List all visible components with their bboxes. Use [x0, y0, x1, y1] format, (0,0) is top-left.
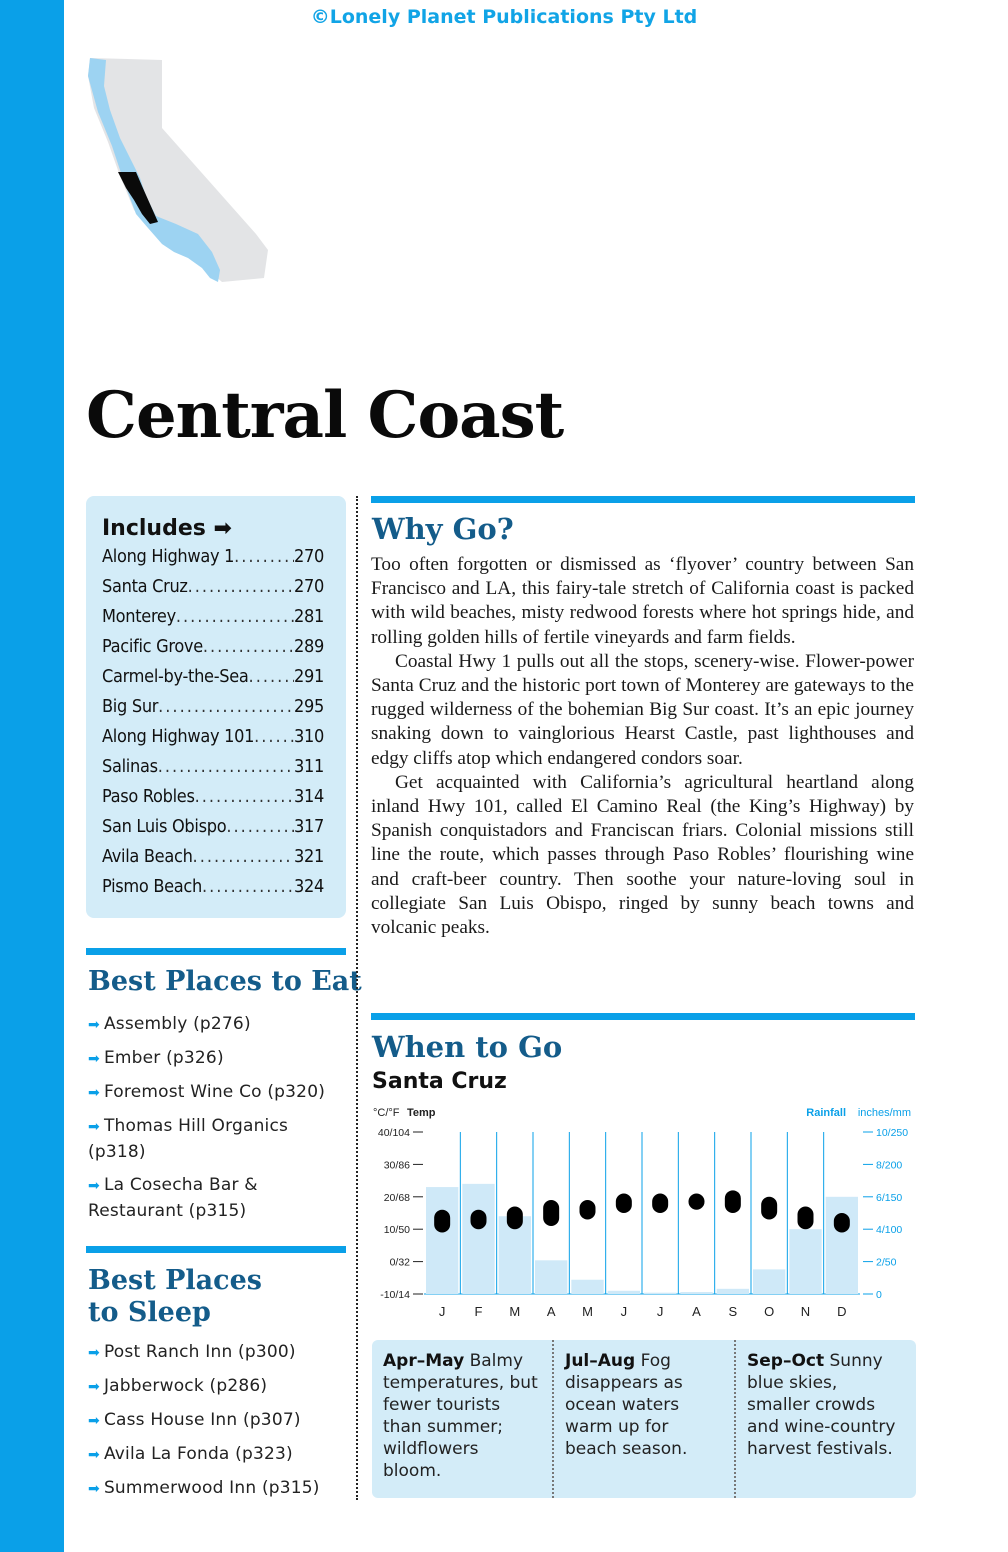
includes-item [102, 636, 324, 666]
rainfall-bar [717, 1289, 749, 1294]
list-item-text: Thomas Hill Organics (p318) [88, 1116, 289, 1162]
right-tick-label: 8/200 [876, 1159, 903, 1172]
dot-leader [203, 636, 294, 657]
copyright-line: ©Lonely Planet Publications Pty Ltd [310, 6, 698, 28]
temperature-range-bar [689, 1194, 705, 1210]
left-axis-unit: °C/°F [373, 1107, 400, 1119]
season-text: Balmy temperatures, but fewer tourists than summer; wildflowers bloom. [383, 1351, 538, 1481]
dot-leader [234, 546, 294, 567]
left-axis-word: Temp [407, 1107, 436, 1119]
arrow-right-icon: ➡ [88, 1119, 100, 1135]
rainfall-bar [826, 1197, 858, 1294]
month-tick-label: D [837, 1304, 847, 1319]
includes-item-page: 281 [293, 606, 324, 627]
includes-item-name: Santa Cruz [102, 576, 188, 597]
left-tick-label: 40/104 [377, 1127, 410, 1139]
rainfall-bar [680, 1292, 712, 1294]
includes-item-page: 289 [293, 636, 324, 657]
column-divider [356, 496, 358, 1500]
dot-leader [254, 726, 294, 747]
why-go-paragraph: Too often forgotten or dismissed as ‘flyover’ country between San Francisco and LA, this fairy-tale stretch of California coast is packed with wild beaches, misty redwood forests where hot springs hide, and rolling golden hills of fertile vineyards and farm fields. [371, 554, 914, 648]
list-item [88, 1012, 348, 1038]
season-text: Fog disappears as ocean waters warm up for beach season. [565, 1351, 688, 1459]
includes-panel [86, 496, 346, 918]
includes-item-name: Along Highway 1 [102, 546, 235, 567]
includes-item-name: Monterey [102, 606, 176, 627]
rainfall-bar [644, 1293, 676, 1294]
temperature-range-bar [761, 1197, 777, 1220]
temperature-range-bar [798, 1207, 814, 1230]
best-eat-list [88, 1012, 348, 1232]
includes-item-name: Pacific Grove [102, 636, 203, 657]
list-item-text: Foremost Wine Co (p320) [103, 1082, 326, 1102]
month-tick-label: S [728, 1304, 738, 1319]
arrow-right-icon: ➡ [88, 1345, 100, 1361]
rainfall-bar [608, 1291, 640, 1294]
season-label: Jul–Aug [565, 1351, 636, 1371]
month-tick-label: N [800, 1304, 811, 1319]
month-tick-label: F [474, 1304, 483, 1319]
dot-leader [226, 816, 294, 837]
season-text: Sunny blue skies, smaller crowds and wine-country harvest festivals. [747, 1351, 896, 1459]
list-item [88, 1476, 348, 1502]
list-item-text: Summerwood Inn (p315) [103, 1478, 320, 1498]
right-tick-label: 10/250 [876, 1127, 909, 1139]
includes-item-page: 324 [293, 876, 324, 897]
dot-leader [158, 756, 294, 777]
temperature-range-bar [616, 1194, 632, 1213]
temperature-range-bar [834, 1213, 850, 1232]
dot-leader [188, 576, 294, 597]
list-item-text: La Cosecha Bar & Restaurant (p315) [88, 1175, 258, 1221]
chapter-title: Central Coast [86, 378, 564, 453]
temperature-range-bar [434, 1210, 450, 1233]
season-box [552, 1340, 734, 1498]
includes-item [102, 606, 324, 636]
temperature-range-bar [725, 1190, 741, 1213]
month-tick-label: J [620, 1304, 628, 1319]
includes-item [102, 786, 324, 816]
includes-item-name: San Luis Obispo [102, 816, 227, 837]
dot-leader [249, 666, 294, 687]
list-item-text: Assembly (p276) [103, 1014, 251, 1034]
best-sleep-list [88, 1340, 348, 1510]
includes-item-name: Avila Beach [102, 846, 193, 867]
left-tick-label: 20/68 [383, 1191, 410, 1204]
arrow-right-icon: ➡ [88, 1017, 100, 1033]
season-boxes [372, 1340, 916, 1498]
includes-item-page: 310 [293, 726, 324, 747]
left-tick-label: -10/14 [380, 1289, 410, 1301]
right-tick-label: 4/100 [876, 1224, 903, 1237]
month-tick-label: A [546, 1304, 556, 1319]
sleep-rule [86, 1246, 346, 1253]
month-tick-label: J [438, 1304, 446, 1319]
includes-item-name: Pismo Beach [102, 876, 202, 897]
left-tick-label: 30/86 [383, 1159, 410, 1172]
when-to-go-heading: When to Go [372, 1030, 563, 1064]
rainfall-bar [789, 1229, 821, 1294]
why-go-paragraph: Get acquainted with California’s agricultural heartland along inland Hwy 101, called El Camino Real (the King’s Highway) by Spanish conquistadors and Franciscan friars. Colonial missions still line the route, which passes through Paso Robles’ flourishing wine and craft-beer country. Then soothe your nature-loving soul in collegiate San Luis Obispo, ringed by sunny beach towns and volcanic peaks. [371, 771, 914, 939]
includes-item [102, 846, 324, 876]
includes-item-name: Big Sur [102, 696, 159, 717]
list-item-text: Cass House Inn (p307) [103, 1410, 301, 1430]
arrow-right-icon: ➡ [213, 516, 232, 541]
list-item [88, 1114, 348, 1165]
best-eat-heading: Best Places to Eat [88, 966, 362, 997]
right-axis-unit: inches/mm [857, 1107, 911, 1119]
dot-leader [202, 876, 294, 897]
includes-item-page: 295 [293, 696, 324, 717]
month-tick-label: J [656, 1304, 664, 1319]
list-item-text: Post Ranch Inn (p300) [103, 1342, 296, 1362]
month-tick-label: M [509, 1304, 521, 1319]
includes-item [102, 576, 324, 606]
list-item [88, 1340, 348, 1366]
right-tick-label: 6/150 [876, 1191, 903, 1204]
includes-item-name: Paso Robles [102, 786, 195, 807]
list-item [88, 1173, 348, 1224]
includes-item [102, 726, 324, 756]
arrow-right-icon: ➡ [88, 1481, 100, 1497]
includes-item [102, 756, 324, 786]
list-item [88, 1374, 348, 1400]
includes-item-name: Salinas [102, 756, 158, 777]
dot-leader [195, 786, 294, 807]
includes-item-name: Carmel-by-the-Sea [102, 666, 249, 687]
season-label: Apr–May [383, 1351, 465, 1371]
list-item [88, 1442, 348, 1468]
climate-chart [370, 1102, 918, 1324]
includes-item [102, 876, 324, 906]
arrow-right-icon: ➡ [88, 1178, 100, 1194]
includes-list [102, 546, 324, 906]
rainfall-bar [753, 1269, 785, 1294]
includes-item-page: 321 [293, 846, 324, 867]
includes-item [102, 816, 324, 846]
dot-leader [176, 606, 294, 627]
temperature-range-bar [507, 1207, 523, 1230]
eat-rule [86, 948, 346, 955]
list-item [88, 1080, 348, 1106]
includes-item-page: 311 [293, 756, 324, 777]
month-tick-label: A [692, 1304, 701, 1319]
month-tick-label: O [764, 1304, 775, 1319]
dot-leader [158, 696, 294, 717]
includes-item-page: 270 [293, 576, 324, 597]
right-axis-word: Rainfall [806, 1107, 846, 1119]
dot-leader [193, 846, 294, 867]
arrow-right-icon: ➡ [88, 1379, 100, 1395]
includes-item [102, 696, 324, 726]
when-rule [371, 1013, 915, 1020]
includes-item-page: 314 [293, 786, 324, 807]
temperature-range-bar [580, 1200, 596, 1219]
why-rule [371, 496, 915, 503]
left-tick-label: 0/32 [389, 1256, 410, 1269]
california-locator-map-icon [84, 46, 284, 286]
includes-item-page: 291 [293, 666, 324, 687]
includes-item-page: 317 [293, 816, 324, 837]
temperature-range-bar [471, 1210, 487, 1229]
includes-item [102, 546, 324, 576]
includes-item-name: Along Highway 101 [102, 726, 255, 747]
includes-heading: Includes ➡ [102, 516, 232, 541]
includes-item-page: 270 [293, 546, 324, 567]
blue-sidebar [0, 0, 64, 1552]
list-item-text: Jabberwock (p286) [103, 1376, 268, 1396]
right-tick-label: 2/50 [876, 1256, 897, 1269]
season-box [734, 1340, 916, 1498]
best-sleep-heading: Best Places to Sleep [88, 1265, 262, 1328]
rainfall-bar [535, 1260, 567, 1294]
season-box [372, 1340, 552, 1498]
rainfall-bar [426, 1187, 458, 1294]
city-subheading: Santa Cruz [372, 1069, 507, 1094]
arrow-right-icon: ➡ [88, 1051, 100, 1067]
why-go-paragraph: Coastal Hwy 1 pulls out all the stops, scenery-wise. Flower-power Santa Cruz and the historic port town of Monterey are gateways to the rugged wilderness of the bohemian Big Sur coast. It’s an epic journey snaking down to vainglorious Hearst Castle, past lighthouses and edgy cliffs atop which endangered condors soar. [371, 650, 914, 769]
month-tick-label: M [582, 1304, 593, 1319]
includes-item [102, 666, 324, 696]
why-go-heading: Why Go? [372, 512, 514, 546]
list-item [88, 1046, 348, 1072]
rainfall-bar [571, 1280, 603, 1294]
why-go-text [371, 553, 914, 940]
right-tick-label: 0 [876, 1289, 882, 1301]
left-tick-label: 10/50 [383, 1224, 410, 1237]
list-item-text: Avila La Fonda (p323) [103, 1444, 293, 1464]
arrow-right-icon: ➡ [88, 1447, 100, 1463]
rainfall-bar [462, 1184, 494, 1294]
season-label: Sep–Oct [747, 1351, 825, 1371]
list-item-text: Ember (p326) [103, 1048, 224, 1068]
list-item [88, 1408, 348, 1434]
arrow-right-icon: ➡ [88, 1413, 100, 1429]
arrow-right-icon: ➡ [88, 1085, 100, 1101]
temperature-range-bar [543, 1200, 559, 1226]
temperature-range-bar [652, 1194, 668, 1213]
